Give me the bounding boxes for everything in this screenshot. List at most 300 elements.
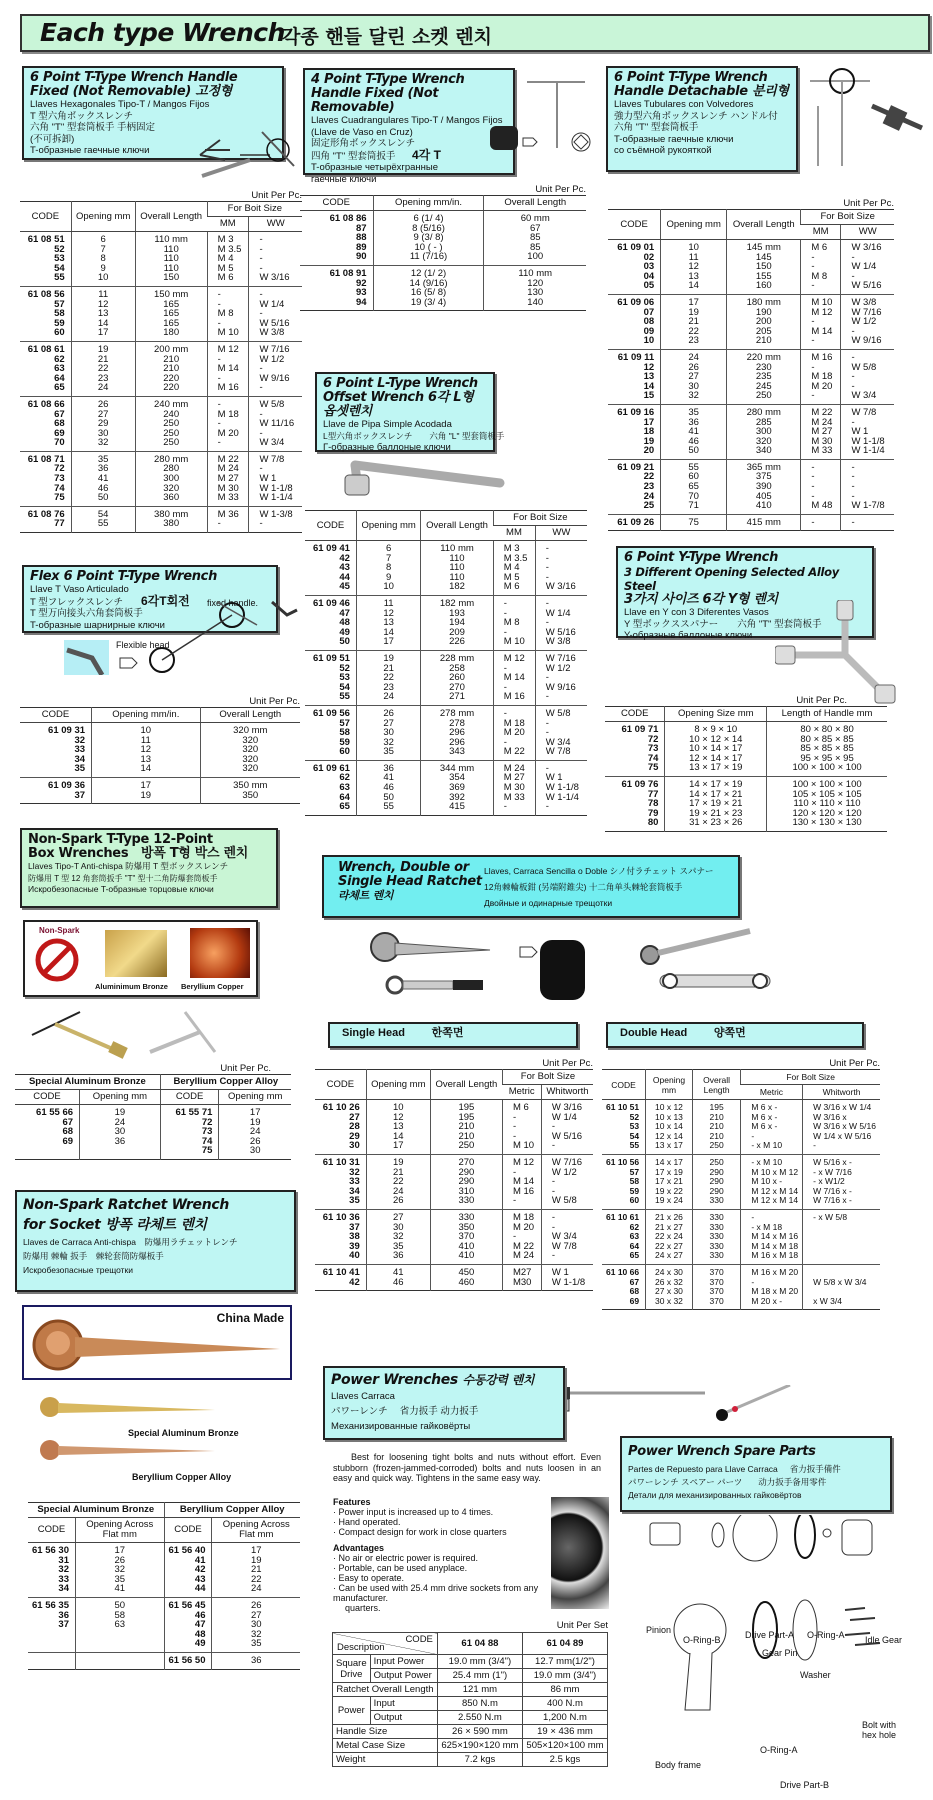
value-cell: 26 bbox=[356, 705, 420, 718]
value-cell: 296 bbox=[421, 728, 493, 738]
value-cell: 27 bbox=[661, 372, 727, 382]
value-cell: 370 bbox=[692, 1278, 740, 1288]
value-cell: 10 x 13 bbox=[646, 1113, 693, 1123]
value-cell: 22 x 27 bbox=[646, 1242, 693, 1252]
table-row-group bbox=[20, 777, 300, 803]
code-cell: 61 10 36 bbox=[322, 1211, 360, 1223]
value-cell: 250 bbox=[430, 1141, 502, 1154]
value-cell: M 24 bbox=[801, 418, 841, 428]
value-cell: 55 bbox=[71, 519, 135, 532]
value-cell: M 30 bbox=[801, 437, 841, 447]
value-cell: W 3/16 x bbox=[803, 1113, 880, 1123]
value-cell: - bbox=[841, 272, 894, 282]
column-header: Opening mm bbox=[80, 1090, 161, 1105]
value-cell: 8 bbox=[356, 563, 420, 573]
section-y-type-table-wrap bbox=[605, 695, 887, 832]
table-row bbox=[20, 723, 300, 736]
value-cell: 230 bbox=[727, 363, 801, 373]
value-cell: 250 bbox=[727, 391, 801, 404]
section-heading: Handle Detachable 분리형 bbox=[614, 84, 789, 99]
value-cell: W 1/2 bbox=[249, 355, 302, 365]
table-row bbox=[605, 763, 887, 776]
value-cell: 320 mm bbox=[200, 723, 300, 736]
korean-name: 6각T회전 bbox=[140, 593, 190, 608]
section-spare-parts-title bbox=[620, 1436, 892, 1512]
value-cell: 270 bbox=[421, 683, 493, 693]
value-cell: M 24 bbox=[493, 760, 535, 773]
value-cell: 375 bbox=[727, 472, 801, 482]
value-cell: M 8 bbox=[493, 618, 535, 628]
value-cell: 120 bbox=[484, 279, 586, 289]
double-head-table-wrap bbox=[602, 1058, 880, 1310]
value-cell: 36 bbox=[80, 1137, 161, 1147]
value-cell: 13 bbox=[356, 618, 420, 628]
russian-name: Y-образные баллоные ключи bbox=[624, 630, 753, 641]
value-cell: 17 bbox=[71, 328, 135, 341]
code-cell: 55 bbox=[339, 691, 350, 703]
chinese-name: 六角 "T" 型套筒板手 手柄固定 bbox=[30, 122, 155, 133]
value-cell: 410 bbox=[430, 1242, 502, 1252]
code-cell: 34 bbox=[58, 1583, 69, 1595]
value-cell: 370 bbox=[692, 1287, 740, 1297]
code-cell: 12 bbox=[643, 361, 655, 373]
value-cell: 19 × 21 × 23 bbox=[665, 809, 767, 819]
value-cell: 17 x 21 bbox=[646, 1177, 693, 1187]
code-cell: 36 bbox=[58, 1609, 69, 1621]
value-cell: M 20 bbox=[801, 382, 841, 392]
value-cell: M 10 x M 12 bbox=[741, 1168, 803, 1178]
power-wrench-images bbox=[550, 1385, 800, 1425]
value-cell: 182 mm bbox=[421, 595, 493, 608]
value-cell: 14 × 17 × 19 bbox=[665, 776, 767, 789]
value-cell: 36 bbox=[356, 760, 420, 773]
value-cell: - bbox=[741, 1209, 803, 1222]
value-cell: 95 × 95 × 95 bbox=[767, 754, 887, 764]
section-flex-table-wrap bbox=[20, 696, 300, 804]
table-row bbox=[305, 747, 587, 760]
table-row bbox=[300, 298, 586, 311]
code-cell: 61 08 76 bbox=[27, 508, 65, 520]
code-cell: 73 bbox=[54, 473, 65, 485]
no-spark-icon bbox=[35, 938, 80, 983]
beryllium-copper-label: Beryllium Copper bbox=[181, 982, 244, 991]
feature-item: · Compact design for work in close quarters bbox=[333, 1527, 507, 1537]
code-cell: 27 bbox=[349, 1111, 360, 1123]
table-row bbox=[305, 595, 587, 608]
value-cell: W 5/16 bbox=[535, 628, 587, 638]
table-row-group bbox=[602, 1154, 880, 1209]
value-cell: 200 bbox=[727, 317, 801, 327]
value-cell: 12 × 14 × 17 bbox=[665, 754, 767, 764]
code-cell: 53 bbox=[629, 1121, 640, 1132]
column-header: Whitworth bbox=[803, 1085, 880, 1100]
chinese-name: 防爆用 T 型 12 角套筒扳手 "T" 型十二角防爆套筒板手 bbox=[28, 873, 218, 883]
part-label: O-Ring-A bbox=[760, 1745, 798, 1755]
value-cell: 21 bbox=[356, 664, 420, 674]
value-cell: 121 mm bbox=[437, 1683, 522, 1697]
value-cell: W 5/16 x - bbox=[803, 1154, 880, 1167]
code-cell: 37 bbox=[74, 789, 86, 801]
value-cell: - bbox=[249, 245, 302, 255]
section-heading-korean: 라체트 렌치 bbox=[338, 889, 394, 902]
value-cell: 300 bbox=[727, 427, 801, 437]
value-cell: - bbox=[535, 692, 587, 705]
code-cell: 13 bbox=[643, 371, 655, 383]
value-cell: - bbox=[502, 1168, 541, 1178]
value-cell: 30 bbox=[366, 1223, 430, 1233]
value-cell: - bbox=[249, 429, 302, 439]
row-label: Ratchet Overall Length bbox=[333, 1683, 438, 1697]
code-cell: 19 bbox=[643, 435, 655, 447]
page-title: Each type Wrench bbox=[40, 18, 285, 47]
value-cell: M 27 bbox=[801, 427, 841, 437]
value-cell: 10 bbox=[356, 582, 420, 595]
table-row-group bbox=[315, 1209, 593, 1264]
table-row bbox=[20, 232, 302, 245]
code-cell: 61 10 31 bbox=[322, 1156, 360, 1168]
table-row-group bbox=[315, 1154, 593, 1209]
value-cell: 150 mm bbox=[135, 286, 207, 299]
value-cell: 60 bbox=[661, 472, 727, 482]
code-cell: 40 bbox=[349, 1250, 360, 1262]
value-cell: 30 bbox=[80, 1127, 161, 1137]
table-row bbox=[602, 1196, 880, 1209]
value-cell: 24 bbox=[80, 1118, 161, 1128]
value-cell: 36 bbox=[366, 1251, 430, 1264]
table-6pt-t-detachable bbox=[608, 209, 894, 531]
value-cell: - bbox=[803, 1141, 880, 1154]
code-cell: 04 bbox=[643, 270, 655, 282]
value-cell: 155 bbox=[727, 272, 801, 282]
code-cell: 87 bbox=[355, 222, 367, 234]
value-cell: 22 bbox=[366, 1177, 430, 1187]
row-label: Handle Size bbox=[333, 1725, 438, 1739]
section-heading: 6 Point L-Type Wrench bbox=[323, 376, 478, 391]
code-cell: 61 09 36 bbox=[48, 779, 86, 791]
value-cell: - bbox=[841, 459, 894, 472]
value-cell: 21 x 26 bbox=[646, 1209, 693, 1222]
value-cell: 2.550 N.m bbox=[437, 1711, 522, 1725]
value-cell: 130 bbox=[484, 288, 586, 298]
value-cell: 380 bbox=[135, 519, 207, 532]
value-cell: M 10 x - bbox=[741, 1177, 803, 1187]
value-cell: 195 bbox=[692, 1100, 740, 1113]
value-cell: M 14 bbox=[502, 1177, 541, 1187]
value-cell: 10 x 14 bbox=[646, 1122, 693, 1132]
code-description-header bbox=[333, 1633, 438, 1655]
value-cell: W 5/16 bbox=[541, 1132, 593, 1142]
code-cell: 61 56 45 bbox=[164, 1597, 212, 1610]
value-cell: M 30 bbox=[493, 783, 535, 793]
value-cell: 12 bbox=[356, 609, 420, 619]
code-cell: 25 bbox=[643, 500, 655, 512]
value-cell: 330 bbox=[692, 1196, 740, 1209]
value-cell: 14 bbox=[366, 1132, 430, 1142]
table-row bbox=[602, 1132, 880, 1142]
value-cell: W 1-1/8 bbox=[249, 484, 302, 494]
table-row bbox=[315, 1154, 593, 1167]
value-cell: - bbox=[801, 262, 841, 272]
value-cell: 30 bbox=[71, 429, 135, 439]
value-cell: 320 bbox=[200, 764, 300, 777]
value-cell: - bbox=[541, 1177, 593, 1187]
value-cell: M 18 bbox=[502, 1209, 541, 1222]
code-cell: 35 bbox=[349, 1195, 360, 1207]
value-cell: 110 mm bbox=[135, 232, 207, 245]
value-cell: 41 bbox=[661, 427, 727, 437]
value-cell: - bbox=[493, 628, 535, 638]
table-row bbox=[608, 294, 894, 307]
code-cell: 60 bbox=[339, 746, 350, 758]
table-row-group bbox=[15, 1105, 291, 1160]
table-non-spark-t bbox=[15, 1074, 291, 1160]
value-cell: W 3/16 bbox=[541, 1100, 593, 1113]
value-cell: M 12 x M 14 bbox=[741, 1196, 803, 1209]
value-cell: 220 mm bbox=[727, 349, 801, 362]
value-cell: W 5/8 bbox=[249, 396, 302, 409]
value-cell: 365 mm bbox=[727, 459, 801, 472]
code-cell: 07 bbox=[643, 306, 655, 318]
value-cell: - bbox=[841, 349, 894, 362]
value-cell: 330 bbox=[692, 1223, 740, 1233]
value-cell: 330 bbox=[692, 1209, 740, 1222]
value-cell: 19 (3/ 4) bbox=[373, 298, 484, 311]
table-row bbox=[315, 1141, 593, 1154]
value-cell bbox=[75, 1652, 164, 1669]
code-cell: 61 56 35 bbox=[32, 1599, 69, 1611]
value-cell: M 33 bbox=[493, 793, 535, 803]
value-cell: 100 bbox=[484, 252, 586, 265]
value-cell: 24 bbox=[356, 692, 420, 705]
value-cell: 290 bbox=[692, 1168, 740, 1178]
table-row bbox=[300, 211, 586, 224]
code-cell: 62 bbox=[629, 1221, 640, 1232]
russian-name-2: со съёмной рукояткой bbox=[614, 145, 712, 156]
value-cell: 12 bbox=[92, 745, 201, 755]
non-spark-label: Non-Spark bbox=[39, 926, 80, 935]
value-cell: 46 bbox=[71, 484, 135, 494]
code-cell: 28 bbox=[349, 1121, 360, 1133]
russian-name: Искробезопасные T-образные торцовые ключи bbox=[28, 884, 214, 894]
chinese-name: 防爆用 棘輪 扳手 棘轮套筒防爆板手 bbox=[23, 1251, 164, 1261]
code-cell: 61 08 61 bbox=[27, 343, 65, 355]
part-label: Body frame bbox=[655, 1760, 702, 1770]
section-heading-korean: 수동강력 렌치 bbox=[462, 1373, 535, 1387]
table-row bbox=[602, 1100, 880, 1113]
material-header: Special Aluminum Bronze bbox=[15, 1075, 160, 1090]
code-cell: 69 bbox=[54, 427, 65, 439]
value-cell: 10 × 14 × 17 bbox=[665, 744, 767, 754]
table-row bbox=[315, 1278, 593, 1291]
value-cell: 14 (9/16) bbox=[373, 279, 484, 289]
value-cell: - bbox=[207, 438, 249, 451]
code-cell: 61 08 51 bbox=[27, 234, 65, 245]
japanese-name: 固定形角ボックスレンチ bbox=[311, 138, 416, 149]
code-cell: 61 10 61 bbox=[606, 1211, 640, 1222]
code-cell: 38 bbox=[349, 1231, 360, 1243]
code-cell: 70 bbox=[54, 437, 65, 449]
value-cell: 32 bbox=[661, 391, 727, 404]
value-cell: 278 bbox=[421, 719, 493, 729]
value-cell: 50 bbox=[661, 446, 727, 459]
russian-name: Механизированные гайковёрты bbox=[331, 1421, 471, 1432]
code-cell: 62 bbox=[54, 353, 65, 365]
value-cell: 19.0 mm (3/4") bbox=[522, 1669, 607, 1683]
part-label: Gear Pin bbox=[762, 1648, 798, 1658]
value-cell: 270 bbox=[430, 1154, 502, 1167]
feature-item: · Power input is increased up to 4 times. bbox=[333, 1507, 494, 1517]
column-header: CODE bbox=[164, 1518, 212, 1543]
value-cell: M 10 bbox=[493, 637, 535, 650]
value-cell: 35 bbox=[366, 1242, 430, 1252]
code-cell: 41 bbox=[164, 1556, 212, 1566]
value-cell: 11 bbox=[661, 253, 727, 263]
value-cell: 13 bbox=[366, 1122, 430, 1132]
value-cell: 26 bbox=[75, 1556, 164, 1566]
table-row bbox=[602, 1251, 880, 1264]
value-cell: W 3/8 bbox=[535, 637, 587, 650]
value-cell: 9 bbox=[71, 264, 135, 274]
code-cell: 55 bbox=[629, 1140, 640, 1151]
chinese-name: 四角 "T" 型套筒扳手 bbox=[311, 150, 396, 162]
value-cell: 41 bbox=[356, 773, 420, 783]
material-header: Beryllium Copper Alloy bbox=[160, 1075, 291, 1090]
value-cell: W 1-1/8 bbox=[841, 437, 894, 447]
value-cell: - bbox=[207, 286, 249, 299]
code-cell: 74 bbox=[647, 752, 659, 764]
value-cell: 85 bbox=[484, 243, 586, 253]
value-cell: 250 bbox=[692, 1141, 740, 1154]
unit-label: Unit Per Pc. bbox=[220, 1063, 271, 1074]
section-heading: Power Wrench Spare Parts bbox=[628, 1444, 816, 1459]
part-label: Bolt with hex hole bbox=[862, 1720, 897, 1740]
ratchet-wrench-images bbox=[360, 925, 780, 1005]
value-cell: W 1 bbox=[541, 1264, 593, 1277]
code-cell: 73 bbox=[647, 743, 659, 755]
code-cell: 03 bbox=[643, 261, 655, 273]
table-row bbox=[602, 1232, 880, 1242]
column-group-header: For Boit Size bbox=[801, 210, 894, 225]
value-cell: 30 bbox=[661, 382, 727, 392]
code-cell: 61 56 30 bbox=[32, 1545, 69, 1556]
table-double-head bbox=[602, 1069, 880, 1310]
fixed-handle-label: fixed handle. bbox=[207, 598, 259, 608]
china-made-label: China Made bbox=[216, 1311, 284, 1325]
value-cell: 10 bbox=[92, 723, 201, 736]
value-cell: 14 bbox=[661, 281, 727, 294]
russian-name: T-образные гаечные ключи bbox=[30, 145, 150, 156]
value-cell: 6 bbox=[71, 232, 135, 245]
value-cell: W 3/16 bbox=[249, 273, 302, 286]
code-cell: 30 bbox=[349, 1140, 360, 1152]
value-cell: 260 bbox=[421, 673, 493, 683]
column-header: CODE bbox=[20, 202, 71, 232]
value-cell: 120 × 120 × 120 bbox=[767, 809, 887, 819]
value-cell: 210 bbox=[430, 1122, 502, 1132]
value-cell: 343 bbox=[421, 747, 493, 760]
value-cell: - bbox=[535, 554, 587, 564]
section-heading: Box Wrenches 방폭 T형 박스 렌치 bbox=[28, 846, 249, 861]
value-cell: 330 bbox=[692, 1232, 740, 1242]
japanese-name: T 型六角ボックスレンチ bbox=[30, 110, 133, 122]
code-cell: 59 bbox=[54, 317, 65, 329]
value-cell: - x M 18 bbox=[741, 1223, 803, 1233]
table-row bbox=[605, 818, 887, 831]
value-cell: M 24 bbox=[502, 1251, 541, 1264]
value-cell: 19 bbox=[212, 1556, 300, 1566]
table-row-group bbox=[602, 1209, 880, 1264]
code-cell: 54 bbox=[629, 1130, 640, 1141]
code-cell: 44 bbox=[339, 571, 350, 583]
column-header: WW bbox=[249, 217, 302, 232]
table-row bbox=[605, 722, 887, 735]
code-cell: 90 bbox=[355, 251, 367, 263]
table-row bbox=[15, 1146, 291, 1159]
section-heading-korean: 3가지 사이즈 6각 Y형 렌치 bbox=[624, 592, 778, 607]
code-header: CODE bbox=[405, 1634, 433, 1645]
table-row bbox=[608, 281, 894, 294]
table-6pt-t-fixed bbox=[20, 201, 302, 533]
value-cell: 24 bbox=[212, 1584, 300, 1597]
table-row-group bbox=[20, 232, 302, 287]
table-row bbox=[608, 391, 894, 404]
t-wrench-diagram bbox=[190, 120, 300, 180]
value-cell: W 1/4 bbox=[249, 300, 302, 310]
value-cell: M 16 bbox=[207, 383, 249, 396]
table-row bbox=[300, 265, 586, 278]
code-cell: 59 bbox=[629, 1185, 640, 1196]
value-cell: - bbox=[535, 760, 587, 773]
value-cell: - bbox=[535, 618, 587, 628]
value-cell: 2.5 kgs bbox=[522, 1753, 607, 1767]
japanese-name: T 型フレックスレンチ bbox=[30, 596, 123, 608]
spanish-name: Llaves de Carraca Anti-chispa 防爆用ラチェットレンチ bbox=[23, 1237, 238, 1247]
section-heading: Wrench, Double or bbox=[338, 860, 469, 875]
section-non-spark-t-table-wrap bbox=[15, 1063, 291, 1160]
row-label: Power bbox=[333, 1697, 371, 1725]
value-cell: W 1-1/4 bbox=[841, 446, 894, 459]
code-cell: 61 10 66 bbox=[606, 1266, 640, 1277]
value-cell: 21 x 27 bbox=[646, 1223, 693, 1233]
section-heading: Handle Fixed (Not Removable) bbox=[311, 86, 439, 115]
table-row bbox=[602, 1141, 880, 1154]
value-cell: - bbox=[841, 514, 894, 531]
section-heading: 6 Point T-Type Wrench Handle bbox=[30, 70, 238, 85]
column-header: Overall Length bbox=[135, 202, 207, 232]
value-cell: - bbox=[841, 382, 894, 392]
column-header: Opening mm bbox=[366, 1070, 430, 1100]
value-cell: M 6 bbox=[502, 1100, 541, 1113]
code-cell: 54 bbox=[54, 262, 65, 274]
table-non-spark-ratchet bbox=[28, 1502, 300, 1670]
value-cell: M 6 bbox=[207, 273, 249, 286]
value-cell: 26 x 32 bbox=[646, 1278, 693, 1288]
material-header: Beryllium Copper Alloy bbox=[164, 1503, 300, 1518]
value-cell: 65 bbox=[661, 482, 727, 492]
row-label: Output Power bbox=[370, 1669, 437, 1683]
value-cell: - bbox=[207, 355, 249, 365]
value-cell: 11 (7/16) bbox=[373, 252, 484, 265]
value-cell: M 18 bbox=[207, 410, 249, 420]
code-cell: 37 bbox=[349, 1221, 360, 1233]
value-cell: 63 bbox=[75, 1620, 164, 1630]
value-cell: M 14 bbox=[801, 327, 841, 337]
row-label: Input bbox=[370, 1697, 437, 1711]
column-header: CODE bbox=[605, 707, 665, 722]
value-cell: M 16 bbox=[502, 1187, 541, 1197]
column-header: Opening Across Flat mm bbox=[75, 1518, 164, 1543]
code-cell: 61 09 61 bbox=[312, 762, 350, 774]
